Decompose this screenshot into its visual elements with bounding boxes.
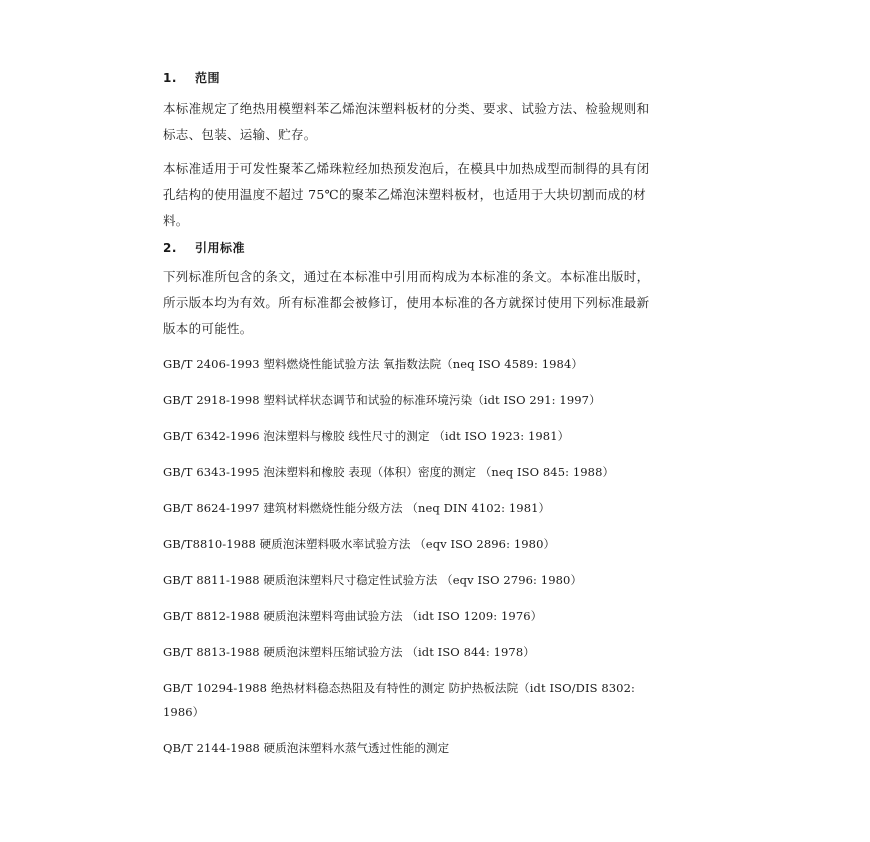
- text-line: GB/T 2918-1998 塑料试样状态调节和试验的标准环境污染（idt ISO 291: 1997）: [163, 393, 601, 407]
- text-line: 下列标准所包含的条文，通过在本标准中引用而构成为本标准的条文。本标准出版时，: [163, 269, 650, 284]
- text-line: GB/T 6342-1996 泡沫塑料与橡胶 线性尺寸的测定 （idt ISO 1923: 1981）: [163, 429, 570, 443]
- scope-paragraph-1: [163, 96, 763, 148]
- reference-item: [163, 388, 763, 412]
- section-heading-scope: [163, 66, 763, 90]
- references-intro: [163, 264, 763, 342]
- reference-item: [163, 496, 763, 520]
- section-number: 1.: [163, 71, 177, 85]
- text-line: QB/T 2144-1988 硬质泡沫塑料水蒸气透过性能的测定: [163, 741, 450, 755]
- section-heading-references: [163, 236, 763, 260]
- text-line: GB/T 6343-1995 泡沫塑料和橡胶 表现（体积）密度的测定 （neq ISO 845: 1988）: [163, 465, 615, 479]
- text-line: 标志、包装、运输、贮存。: [163, 127, 317, 142]
- reference-list: [163, 352, 763, 760]
- section-title: 引用标准: [195, 241, 246, 255]
- reference-item: [163, 568, 763, 592]
- scope-paragraph-2: [163, 156, 763, 234]
- text-line: GB/T 8811-1988 硬质泡沫塑料尺寸稳定性试验方法 （eqv ISO 2796: 1980）: [163, 573, 583, 587]
- text-line: 本标准适用于可发性聚苯乙烯珠粒经加热预发泡后，在模具中加热成型而制得的具有闭: [163, 161, 650, 176]
- text-line: GB/T 8812-1988 硬质泡沫塑料弯曲试验方法 （idt ISO 1209: 1976）: [163, 609, 543, 623]
- text-line: 料。: [163, 213, 189, 228]
- reference-item: [163, 532, 763, 556]
- text-line: GB/T 8813-1988 硬质泡沫塑料压缩试验方法 （idt ISO 844: 1978）: [163, 645, 535, 659]
- text-line: GB/T 8624-1997 建筑材料燃烧性能分级方法 （neq DIN 4102: 1981）: [163, 501, 551, 515]
- text-line: GB/T8810-1988 硬质泡沫塑料吸水率试验方法 （eqv ISO 2896: 1980）: [163, 537, 556, 551]
- reference-item: [163, 424, 763, 448]
- reference-item: [163, 640, 763, 664]
- reference-item: [163, 736, 763, 760]
- reference-item: [163, 676, 763, 724]
- text-line: 所示版本均为有效。所有标准都会被修订，使用本标准的各方就探讨使用下列标准最新: [163, 295, 650, 310]
- text-line: 1986）: [163, 705, 205, 719]
- reference-item: [163, 460, 763, 484]
- section-number: 2.: [163, 241, 177, 255]
- text-line: GB/T 2406-1993 塑料燃烧性能试验方法 氧指数法院（neq ISO 4589: 1984）: [163, 357, 583, 371]
- text-line: 孔结构的使用温度不超过 75℃的聚苯乙烯泡沫塑料板材，也适用于大块切割而成的材: [163, 187, 647, 202]
- text-line: GB/T 10294-1988 绝热材料稳态热阻及有特性的测定 防护热板法院（idt ISO/DIS 8302:: [163, 681, 635, 695]
- section-title: 范围: [195, 71, 221, 85]
- document-body: [163, 66, 763, 760]
- reference-item: [163, 352, 763, 376]
- reference-item: [163, 604, 763, 628]
- text-line: 本标准规定了绝热用模塑料苯乙烯泡沫塑料板材的分类、要求、试验方法、检验规则和: [163, 101, 650, 116]
- text-line: 版本的可能性。: [163, 321, 253, 336]
